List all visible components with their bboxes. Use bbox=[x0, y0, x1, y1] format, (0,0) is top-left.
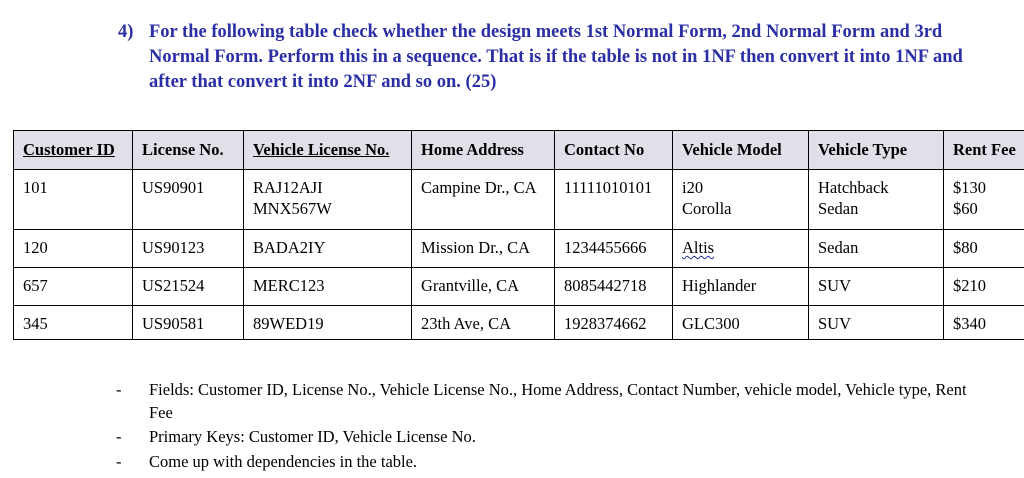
cell-rent-fee: $210 bbox=[944, 268, 1024, 306]
cell-vehicle-license-no bbox=[244, 170, 412, 230]
list-item bbox=[116, 451, 976, 474]
cell-vehicle-type: Sedan bbox=[809, 230, 944, 268]
table-row bbox=[14, 170, 1024, 230]
question-text: For the following table check whether the design meets 1st Normal Form, 2nd Normal Form and 3rd Normal Form. Perform this in a sequence. That is if the table is not in 1NF then convert it into 1NF and after that convert it into 2NF and so on. (25) bbox=[149, 22, 963, 92]
cell-line: i20 bbox=[682, 178, 704, 197]
spellcheck-word: Altis bbox=[682, 238, 715, 257]
dependencies-note: Come up with dependencies in the table. bbox=[149, 451, 418, 471]
cell-rent-fee: $340 bbox=[944, 306, 1024, 340]
table-row bbox=[14, 268, 1024, 306]
cell-contact-no: 1928374662 bbox=[555, 306, 673, 340]
cell-vehicle-model: Highlander bbox=[673, 268, 809, 306]
header-vehicle-model: Vehicle Model bbox=[673, 131, 809, 170]
question-block bbox=[118, 20, 998, 95]
fields-note: Fields: Customer ID, License No., Vehicle License No., Home Address, Contact Number, vehicle model, Vehicle type, Rent Fee bbox=[149, 380, 967, 422]
cell-line: Corolla bbox=[682, 199, 732, 218]
cell-contact-no: 1234455666 bbox=[555, 230, 673, 268]
list-item bbox=[116, 426, 976, 449]
bullet-dash: - bbox=[116, 427, 122, 446]
cell-home-address: Campine Dr., CA bbox=[412, 170, 555, 230]
vehicle-rental-table bbox=[13, 130, 1024, 340]
cell-vehicle-type: SUV bbox=[809, 268, 944, 306]
cell-line: RAJ12AJI bbox=[253, 178, 323, 197]
cell-rent-fee: $80 bbox=[944, 230, 1024, 268]
cell-customer-id: 101 bbox=[14, 170, 133, 230]
cell-contact-no: 11111010101 bbox=[555, 170, 673, 230]
bullet-dash: - bbox=[116, 380, 122, 399]
header-contact-no: Contact No bbox=[555, 131, 673, 170]
header-license-no: License No. bbox=[133, 131, 244, 170]
cell-vehicle-license-no: BADA2IY bbox=[244, 230, 412, 268]
cell-vehicle-type bbox=[809, 170, 944, 230]
cell-vehicle-license-no: MERC123 bbox=[244, 268, 412, 306]
table-row bbox=[14, 230, 1024, 268]
cell-license-no: US90901 bbox=[133, 170, 244, 230]
cell-vehicle-type: SUV bbox=[809, 306, 944, 340]
cell-line: $130 bbox=[953, 178, 986, 197]
cell-line: Hatchback bbox=[818, 178, 889, 197]
list-item bbox=[116, 379, 976, 424]
cell-home-address: Mission Dr., CA bbox=[412, 230, 555, 268]
cell-rent-fee bbox=[944, 170, 1024, 230]
cell-vehicle-license-no: 89WED19 bbox=[244, 306, 412, 340]
cell-line: $60 bbox=[953, 199, 978, 218]
notes-list bbox=[116, 379, 976, 475]
header-rent-fee: Rent Fee bbox=[944, 131, 1024, 170]
header-customer-id: Customer ID bbox=[14, 131, 133, 170]
cell-license-no: US21524 bbox=[133, 268, 244, 306]
header-vehicle-type: Vehicle Type bbox=[809, 131, 944, 170]
table-row bbox=[14, 306, 1024, 340]
cell-home-address: 23th Ave, CA bbox=[412, 306, 555, 340]
cell-line: MNX567W bbox=[253, 199, 332, 218]
table-header-row bbox=[14, 131, 1024, 170]
cell-customer-id: 345 bbox=[14, 306, 133, 340]
bullet-dash: - bbox=[116, 451, 122, 471]
cell-license-no: US90123 bbox=[133, 230, 244, 268]
cell-customer-id: 120 bbox=[14, 230, 133, 268]
question-number: 4) bbox=[118, 22, 134, 42]
header-home-address: Home Address bbox=[412, 131, 555, 170]
cell-vehicle-model bbox=[673, 230, 809, 268]
cell-customer-id: 657 bbox=[14, 268, 133, 306]
header-vehicle-license-no: Vehicle License No. bbox=[244, 131, 412, 170]
cell-home-address: Grantville, CA bbox=[412, 268, 555, 306]
cell-contact-no: 8085442718 bbox=[555, 268, 673, 306]
cell-line: Sedan bbox=[818, 199, 859, 218]
cell-license-no: US90581 bbox=[133, 306, 244, 340]
cell-vehicle-model: GLC300 bbox=[673, 306, 809, 340]
cell-vehicle-model bbox=[673, 170, 809, 230]
primary-keys-note: Primary Keys: Customer ID, Vehicle License No. bbox=[149, 427, 476, 446]
